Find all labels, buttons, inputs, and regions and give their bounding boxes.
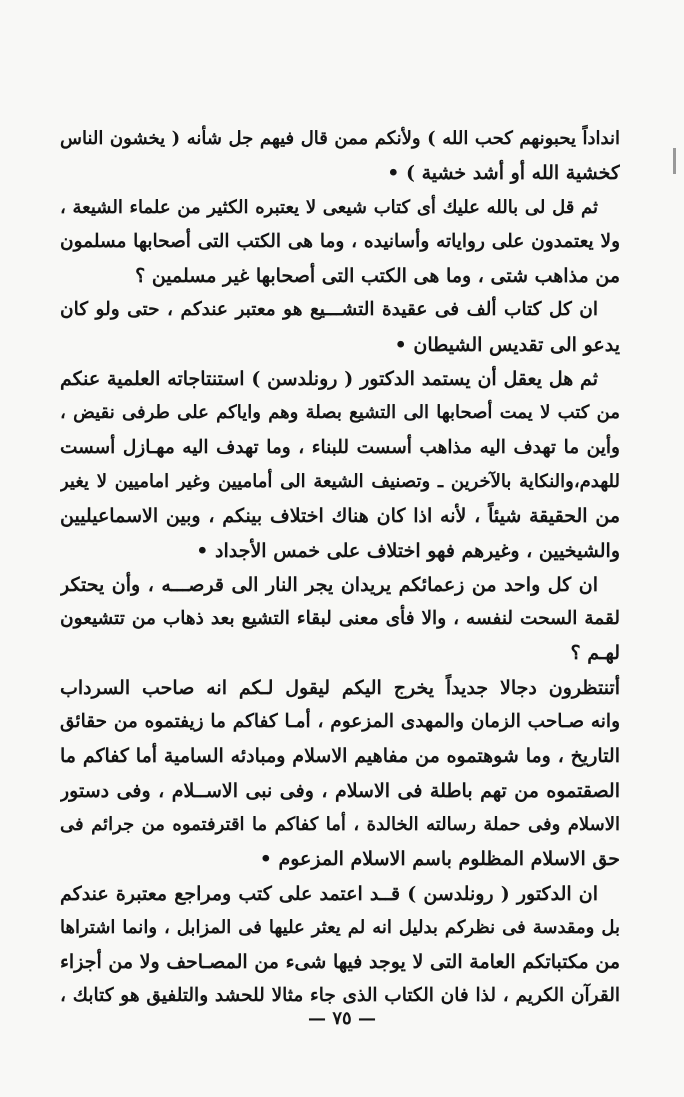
text-line: والشيخيين ، وغيرهم فهو اختلاف على خمس الأجداد •: [196, 539, 620, 562]
text-line: من مكتباتكم العامة التى لا يوجد فيها شىء من المصـاحف ولا من أجزاء: [60, 951, 620, 974]
text-line: أتنتظرون دجالا جديداً يخرج اليكم ليقول لـكم انه صاحب السرداب: [60, 676, 620, 699]
text-line: وانه صـاحب الزمان والمهدى المزعوم ، أمـا كفاكم ما زيفتموه من حقائق: [60, 711, 620, 733]
text-line: بل ومقدسة فى نظركم بدليل انه لم يعثر عليها فى المزابل ، وانما اشتراها: [60, 916, 620, 938]
text-line: لهـم ؟: [570, 642, 620, 665]
text-line: لقمة السحت لنفسه ، والا فأى معنى لبقاء التشيع بعد ذهاب من تتشيعون: [60, 608, 620, 630]
text-line: حق الاسلام المظلوم باسم الاسلام المزعوم •: [259, 848, 620, 871]
text-line: ان الدكتور ( رونلدسن ) قــد اعتمد على كتب ومراجع معتبرة عندكم: [60, 882, 598, 905]
text-line: التاريخ ، وما شوهتموه من مفاهيم الاسلام ومبادئه السامية أما كفاكم ما: [60, 745, 620, 768]
text-line: من كتب لا يمت أصحابها الى التشيع بصلة وهم واياكم على طرفى نقيض ،: [60, 402, 620, 424]
text-line: ثم هل يعقل أن يستمد الدكتور ( رونلدسن ) استنتاجاته العلمية عنكم: [60, 368, 598, 391]
text-line: من الحقيقة شيئاً ، لأنه اذا كان هناك اختلاف بينكم ، وبين الاسماعيليين: [60, 505, 620, 528]
text-line: ثم قل لى بالله عليك أى كتاب شيعى لا يعتبره الكثير من علماء الشيعة ،: [60, 196, 598, 218]
text-line: الاسلام وفى حملة رسالته الخالدة ، أما كفاكم ما اقترفتموه من جرائم فى: [60, 813, 620, 835]
text-line: وأين ما تهدف اليه مذاهب أسست للبناء ، وما تهدف اليه مهـازل أسست: [60, 436, 620, 458]
text-line: من مذاهب شتى ، وما هى الكتب التى أصحابها غير مسلمين ؟: [135, 265, 620, 288]
margin-mark: [673, 148, 676, 174]
text-line: يدعو الى تقديس الشيطان •: [394, 333, 620, 356]
text-line: ولا يعتمدون على رواياته وأسانيده ، وما هى الكتب التى أصحابها مسلمون: [60, 230, 620, 252]
body-text: [60, 122, 620, 1014]
text-line: للهدم،والنكاية بالآخرين ـ وتصنيف الشيعة الى أماميين وغير اماميين لا يغير: [60, 470, 620, 492]
text-line: ان كل كتاب ألف فى عقيدة التشـــيع هو معتبر عندكم ، حتى ولو كان: [60, 299, 598, 321]
text-line: القرآن الكريم ، لذا فان الكتاب الذى جاء مثالا للحشد والتلفيق هو كتابك ،: [60, 985, 620, 1007]
text-line: ان كل واحد من زعمائكم يريدان يجر النار الى قرصـــه ، وأن يحتكر: [60, 573, 598, 596]
text-line: الصقتموه من تهم باطلة فى الاسلام ، وفى نبى الاســلام ، وفى دستور: [60, 779, 620, 802]
page-number: — ٧٥ —: [308, 1008, 376, 1029]
text-line: انداداً يحبونهم كحب الله ) ولأنكم ممن قال فيهم جل شأنه ( يخشون الناس: [60, 128, 620, 149]
text-line: كخشية الله أو أشد خشية ) •: [387, 162, 620, 185]
